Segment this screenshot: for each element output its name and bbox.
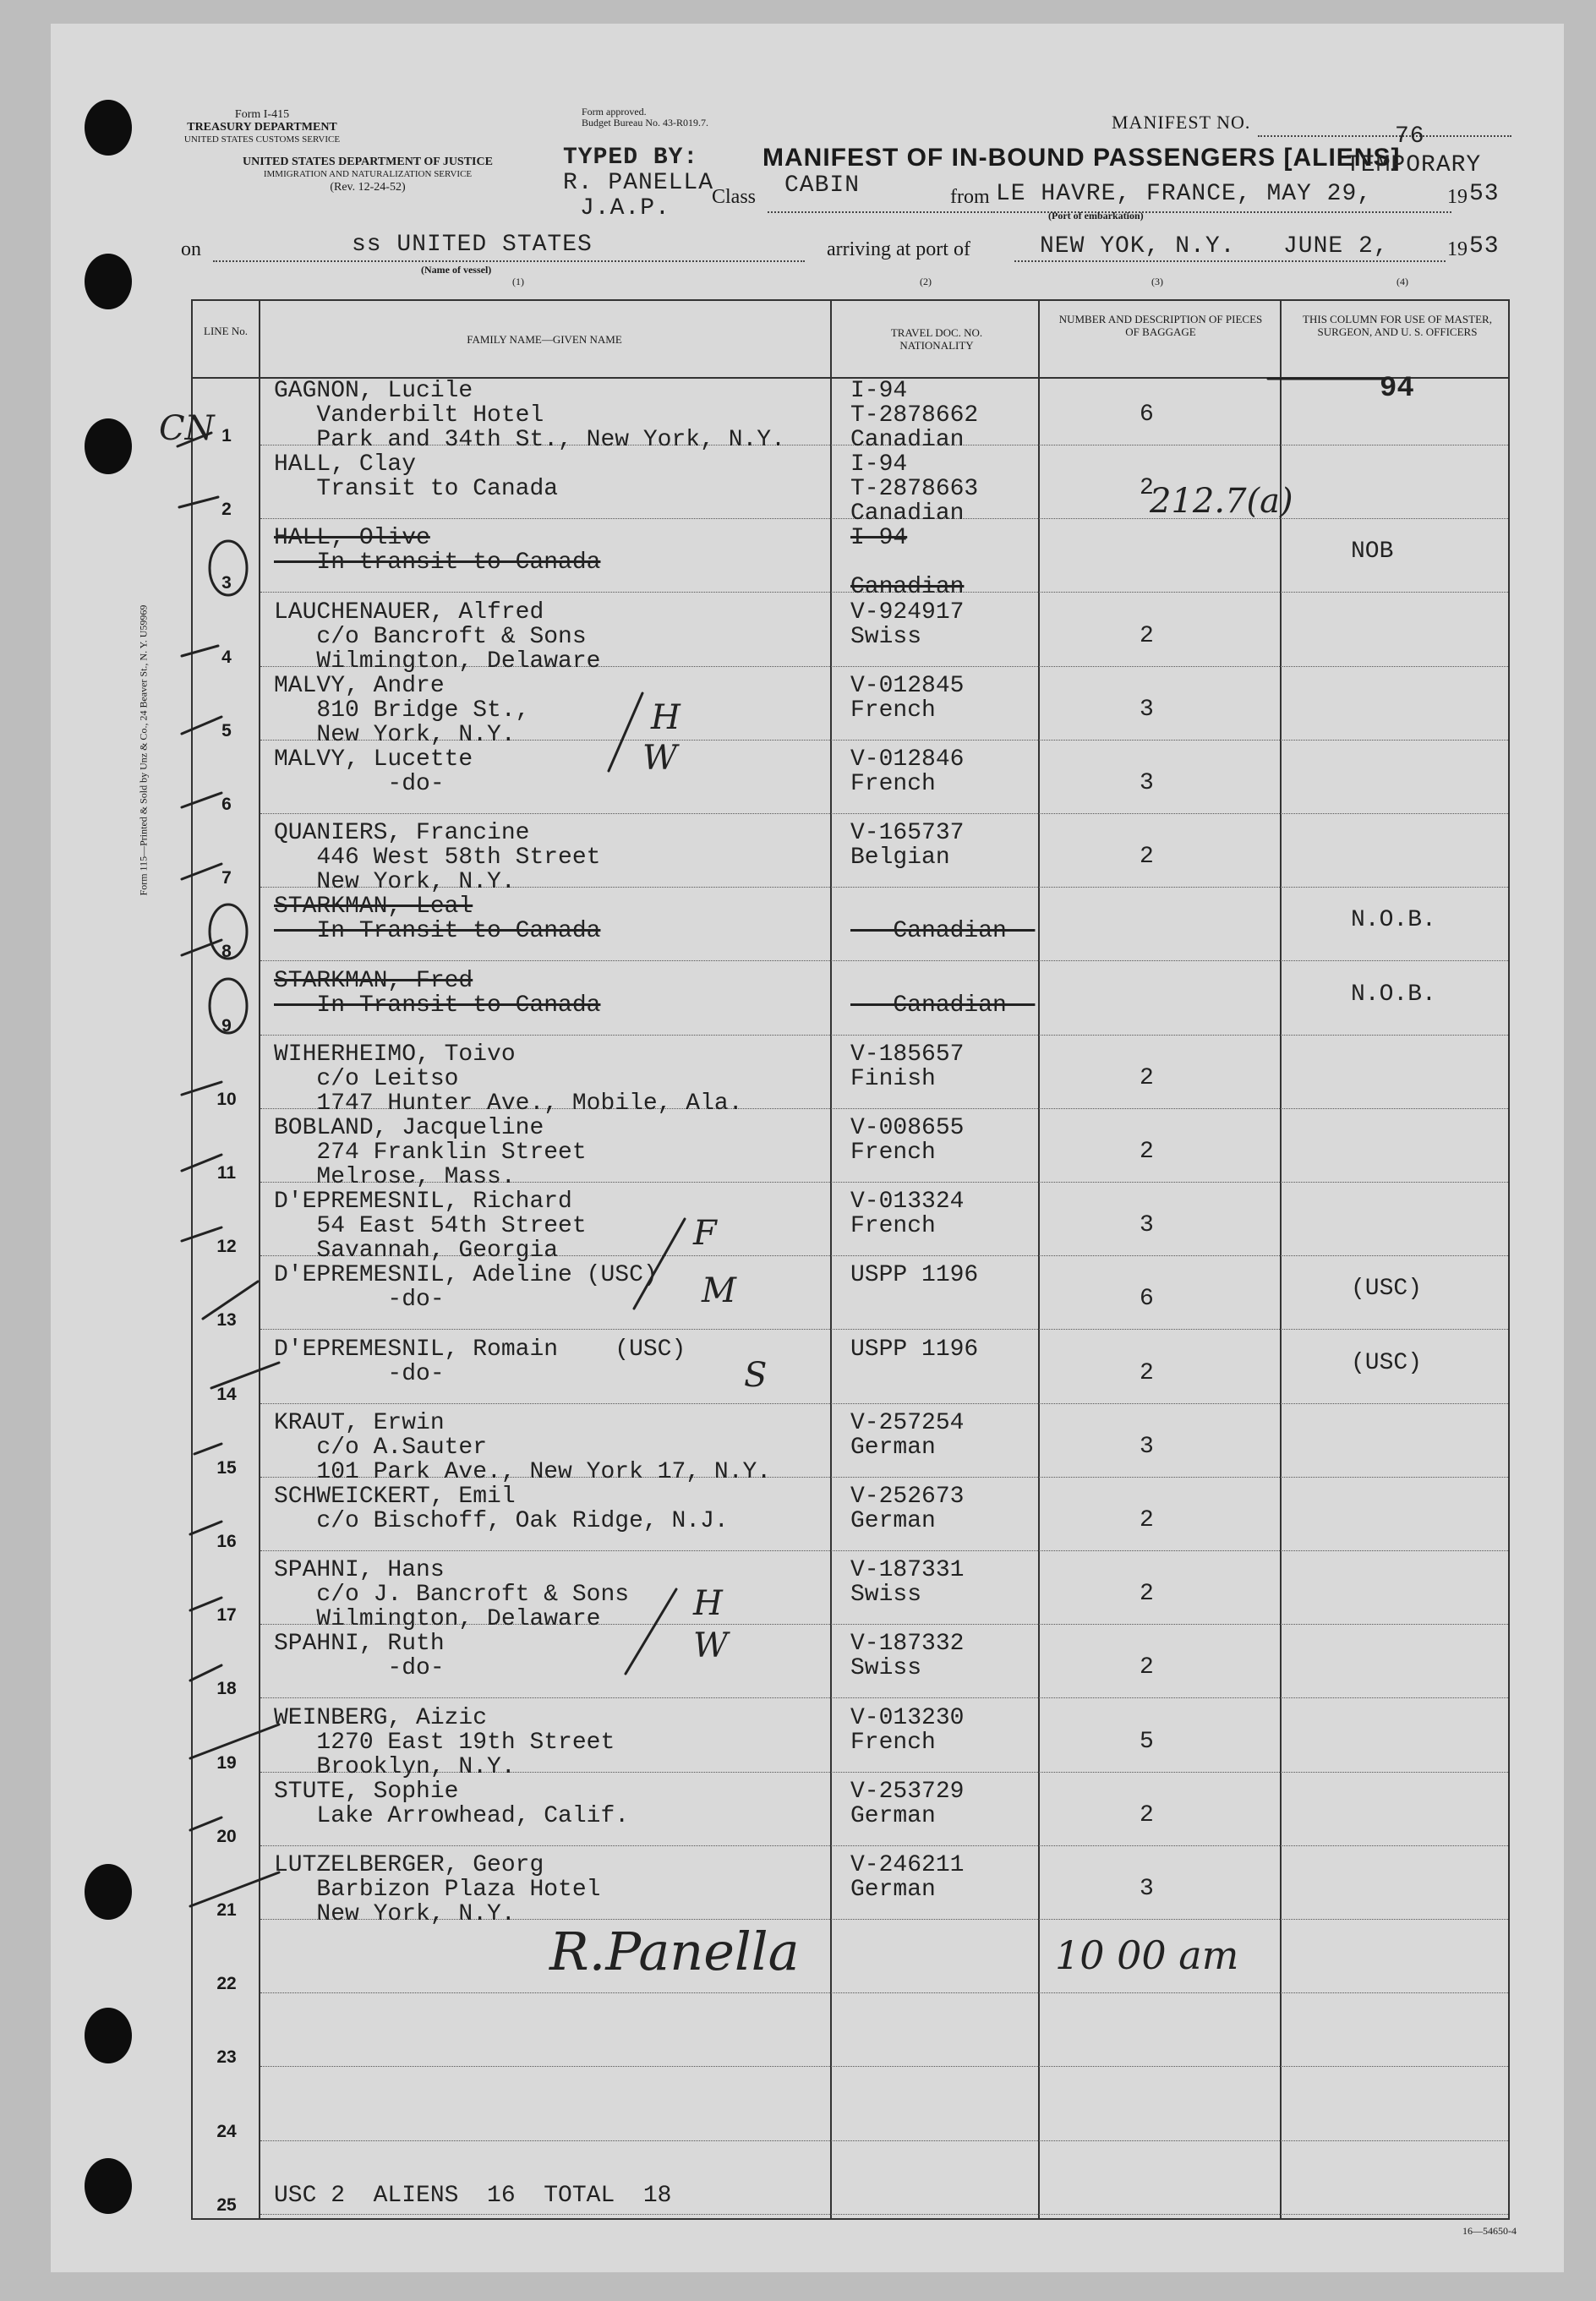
col-header-name: FAMILY NAME—GIVEN NAME: [467, 333, 622, 346]
passenger-name: STUTE, Sophie Lake Arrowhead, Calif.: [274, 1778, 630, 1829]
arrival-port: NEW YOK, N.Y.: [1040, 233, 1236, 260]
baggage-count: 6: [1140, 1286, 1154, 1313]
passenger-name: D'EPREMESNIL, Romain (USC) -do-: [274, 1336, 686, 1387]
passenger-name: STARKMAN, Leal ---In Transit to Canada: [274, 894, 601, 945]
line-number: 8: [221, 942, 232, 962]
line-number: 18: [216, 1679, 237, 1699]
baggage-count: 3: [1140, 1433, 1154, 1460]
line-number: 10: [216, 1089, 237, 1109]
travel-doc-nationality: V-013324 French: [850, 1189, 965, 1240]
passenger-name: BOBLAND, Jacqueline 274 Franklin Street Melrose, Mass.: [274, 1115, 587, 1190]
col-header-officers: THIS COLUMN FOR USE OF MASTER, SURGEON, AND U. S. OFFICERS: [1303, 313, 1492, 338]
baggage-count: 2: [1140, 1139, 1154, 1165]
passenger-name: D'EPREMESNIL, Richard 54 East 54th Street Savannah, Georgia: [274, 1189, 587, 1265]
travel-doc-nationality: V-924917 Swiss: [850, 598, 965, 650]
column-number-1: (1): [512, 276, 524, 287]
line-number: 1: [221, 426, 232, 445]
travel-doc-nationality: V-246211 German: [850, 1852, 965, 1903]
vessel-caption: (Name of vessel): [421, 264, 492, 276]
officer-note: NOB: [1351, 538, 1394, 566]
travel-doc-nationality: V-165737 Belgian: [850, 820, 965, 872]
baggage-count: 2: [1140, 844, 1154, 871]
baggage-count: 2: [1140, 622, 1154, 649]
line-number: 14: [216, 1384, 237, 1404]
typist-name: R. PANELLA: [563, 170, 714, 196]
passenger-name: MALVY, Andre 810 Bridge St., New York, N.Y.: [274, 672, 530, 748]
line-number: 20: [216, 1826, 237, 1846]
travel-doc-nationality: ---Canadian--: [850, 992, 1036, 1019]
temporary-label: TEMPORARY: [1346, 152, 1482, 178]
manifest-title: MANIFEST OF IN-BOUND PASSENGERS [ALIENS]: [762, 144, 1401, 172]
arriving-label: arriving at port of: [827, 238, 970, 260]
baggage-count: 6: [1140, 402, 1154, 428]
travel-doc-nationality: V-252673 German: [850, 1484, 965, 1534]
travel-doc-nationality: V-257254 German: [850, 1409, 965, 1461]
line-number: 9: [221, 1015, 232, 1036]
baggage-count: 3: [1140, 1876, 1154, 1902]
column-number-4: (4): [1396, 276, 1408, 287]
passenger-name: SCHWEICKERT, Emil c/o Bischoff, Oak Ridge, N.J.: [274, 1484, 729, 1534]
svg-text:H: H: [693, 1584, 723, 1623]
svg-text:W: W: [642, 739, 678, 778]
line-number: 16: [216, 1532, 237, 1551]
baggage-count: 5: [1140, 1728, 1154, 1755]
line-number: 23: [216, 2047, 237, 2068]
travel-doc-nationality: V-013230 French: [850, 1704, 965, 1756]
passenger-name: KRAUT, Erwin c/o A.Sauter 101 Park Ave., New York 17, N.Y.: [274, 1409, 772, 1485]
passenger-name: GAGNON, Lucile Vanderbilt Hotel Park and 34th St., New York, N.Y.: [274, 378, 785, 453]
officer-note: N.O.B.: [1351, 907, 1436, 934]
line-number: 6: [221, 795, 232, 814]
travel-doc-nationality: I-94 Canadian: [850, 525, 965, 601]
travel-doc-nationality: USPP 1196: [850, 1336, 979, 1363]
travel-doc-nationality: V-187331 Swiss: [850, 1557, 965, 1609]
class-value: CABIN: [784, 172, 861, 199]
baggage-count: 2: [1140, 1359, 1154, 1386]
baggage-count: 2: [1140, 475, 1154, 502]
form-number: Form I-415: [234, 108, 290, 121]
officer-note: (USC): [1351, 1349, 1423, 1376]
passenger-name: HALL, Clay Transit to Canada: [274, 451, 559, 503]
baggage-count: 3: [1140, 696, 1154, 723]
travel-doc-nationality: USPP 1196: [850, 1262, 979, 1289]
from-label: from: [950, 186, 990, 208]
line-number: 7: [221, 868, 232, 888]
passenger-name: WEINBERG, Aizic 1270 East 19th Street Brooklyn, N.Y.: [274, 1704, 615, 1780]
manifest-no-label: MANIFEST NO.: [1112, 112, 1251, 133]
line-number: 11: [216, 1163, 237, 1183]
baggage-count: 2: [1140, 1801, 1154, 1828]
line-number: 12: [216, 1237, 237, 1257]
line-number: 17: [216, 1605, 237, 1626]
svg-text:S: S: [744, 1356, 768, 1395]
passenger-name: USC 2 ALIENS 16 TOTAL 18: [274, 2182, 672, 2209]
passenger-name: STARKMAN, Fred ---In Transit to Canada: [274, 967, 601, 1019]
passenger-name: LAUCHENAUER, Alfred c/o Bancroft & Sons Wilmington, Delaware: [274, 598, 601, 675]
vessel-name: ss UNITED STATES: [352, 232, 593, 258]
form-approved: Form approved.: [582, 106, 647, 118]
line-number: 21: [216, 1900, 237, 1920]
arrival-date: JUNE 2,: [1283, 233, 1389, 260]
passenger-name: QUANIERS, Francine 446 West 58th Street New York, N.Y.: [274, 820, 601, 896]
travel-doc-nationality: V-185657 Finish: [850, 1041, 965, 1092]
revision-date: (Rev. 12-24-52): [330, 181, 406, 194]
line-number: 15: [216, 1457, 237, 1478]
travel-doc-nationality: V-008655 French: [850, 1115, 965, 1166]
on-label: on: [181, 238, 201, 260]
baggage-count: 2: [1140, 1064, 1154, 1091]
baggage-count: 2: [1140, 1581, 1154, 1608]
passenger-name: HALL, Olive ---In transit to Canada: [274, 525, 601, 577]
passenger-name: D'EPREMESNIL, Adeline (USC) -do-: [274, 1262, 658, 1314]
line-number: 5: [221, 720, 232, 741]
budget-bureau: Budget Bureau No. 43-R019.7.: [582, 117, 708, 128]
handwritten-time: 10 00 am: [1055, 1932, 1239, 1978]
passenger-name: MALVY, Lucette -do-: [274, 746, 473, 797]
arrival-year: 53: [1469, 233, 1500, 260]
column-number-2: (2): [920, 276, 932, 287]
travel-doc-nationality: V-012846 French: [850, 746, 965, 797]
passenger-name: SPAHNI, Hans c/o J. Bancroft & Sons Wilmington, Delaware: [274, 1557, 630, 1633]
typed-by-label: TYPED BY:: [563, 145, 699, 171]
manifest-number: 76: [1395, 123, 1425, 150]
embarkation-port: LE HAVRE, FRANCE, MAY 29,: [996, 181, 1373, 207]
handwritten-section-note: 212.7(a): [1150, 482, 1293, 521]
baggage-count: 3: [1140, 1212, 1154, 1239]
handwritten-cn-mark: CN: [159, 409, 215, 448]
class-label: Class: [712, 186, 757, 208]
year-prefix-2: 19: [1447, 238, 1468, 260]
col-header-doc: TRAVEL DOC. NO. NATIONALITY: [890, 326, 983, 352]
travel-doc-nationality: V-012845 French: [850, 672, 965, 724]
passenger-name: LUTZELBERGER, Georg Barbizon Plaza Hotel New York, N.Y.: [274, 1852, 601, 1927]
typist-initials: J.A.P.: [580, 195, 670, 221]
passenger-name: WIHERHEIMO, Toivo c/o Leitso 1747 Hunter Ave., Mobile, Ala.: [274, 1041, 743, 1117]
port-embarkation-caption: (Port of embarkation): [1048, 210, 1144, 221]
svg-text:M: M: [702, 1271, 736, 1310]
svg-text:W: W: [693, 1626, 729, 1665]
baggage-count: 3: [1140, 770, 1154, 796]
line-number: 4: [221, 647, 232, 667]
travel-doc-nationality: V-187332 Swiss: [850, 1631, 965, 1682]
line-number: 13: [216, 1310, 237, 1331]
signature: R.Panella: [549, 1921, 800, 1982]
line-number: 24: [216, 2121, 237, 2141]
justice-dept: UNITED STATES DEPARTMENT OF JUSTICE: [243, 156, 493, 168]
travel-doc-nationality: I-94 T-2878663 Canadian: [850, 451, 979, 527]
officer-note: 94: [1380, 373, 1414, 405]
ins-service: IMMIGRATION AND NATURALIZATION SERVICE: [263, 169, 473, 179]
line-number: 25: [216, 2194, 237, 2215]
svg-text:H: H: [651, 698, 680, 737]
line-number: 22: [216, 1974, 237, 1994]
side-printer-note: Form 115—Printed & Sold by Unz & Co., 24 Beaver St., N. Y. U59969: [137, 604, 150, 896]
line-number: 3: [221, 573, 232, 593]
line-number: 2: [221, 500, 232, 520]
treasury-dept: TREASURY DEPARTMENT: [187, 121, 337, 134]
travel-doc-nationality: ---Canadian--: [850, 918, 1036, 945]
column-number-3: (3): [1151, 276, 1163, 287]
travel-doc-nationality: I-94 T-2878662 Canadian: [850, 378, 979, 453]
embark-year: 53: [1469, 181, 1500, 207]
year-prefix: 19: [1447, 186, 1468, 208]
travel-doc-nationality: V-253729 German: [850, 1778, 965, 1829]
col-header-baggage: NUMBER AND DESCRIPTION OF PIECES OF BAGGAGE: [1058, 313, 1263, 338]
officer-note: N.O.B.: [1351, 981, 1436, 1008]
col-header-line: LINE No.: [204, 325, 248, 337]
baggage-count: 2: [1140, 1654, 1154, 1681]
baggage-count: 2: [1140, 1507, 1154, 1533]
footer-code: 16—54650-4: [1462, 2225, 1517, 2237]
svg-text:F: F: [693, 1214, 717, 1253]
officer-note: (USC): [1351, 1276, 1423, 1303]
line-number: 19: [216, 1752, 237, 1773]
customs-service: UNITED STATES CUSTOMS SERVICE: [183, 134, 341, 145]
passenger-name: SPAHNI, Ruth -do-: [274, 1631, 445, 1682]
